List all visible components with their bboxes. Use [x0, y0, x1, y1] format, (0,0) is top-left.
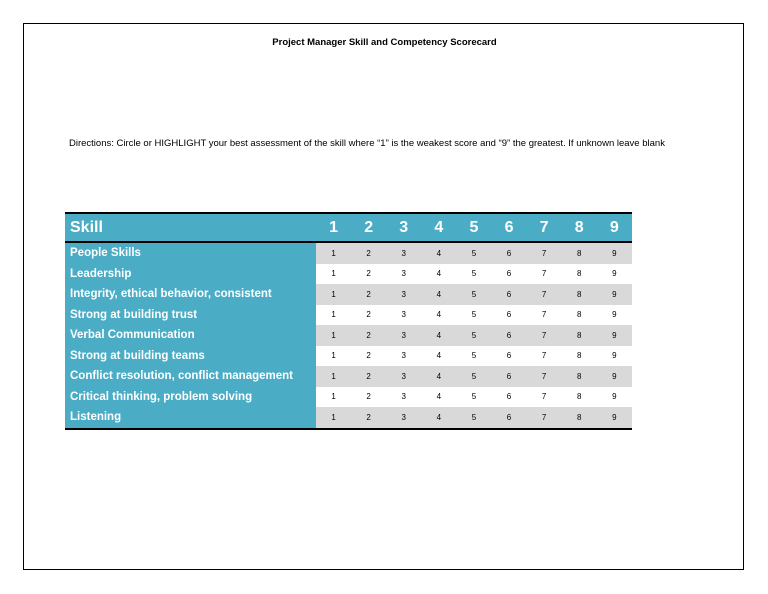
score-option-9[interactable]: 9 — [597, 366, 632, 387]
score-option-9[interactable]: 9 — [597, 387, 632, 408]
skill-label: Conflict resolution, conflict management — [65, 366, 316, 387]
score-option-7[interactable]: 7 — [527, 284, 562, 305]
score-option-4[interactable]: 4 — [421, 284, 456, 305]
score-option-9[interactable]: 9 — [597, 284, 632, 305]
score-option-5[interactable]: 5 — [456, 407, 491, 428]
score-option-5[interactable]: 5 — [456, 284, 491, 305]
score-option-1[interactable]: 1 — [316, 325, 351, 346]
score-option-1[interactable]: 1 — [316, 264, 351, 285]
score-option-7[interactable]: 7 — [527, 387, 562, 408]
score-option-2[interactable]: 2 — [351, 243, 386, 264]
score-option-5[interactable]: 5 — [456, 264, 491, 285]
score-option-7[interactable]: 7 — [527, 366, 562, 387]
score-option-1[interactable]: 1 — [316, 305, 351, 326]
score-option-1[interactable]: 1 — [316, 346, 351, 367]
header-score-2: 2 — [364, 218, 374, 236]
score-option-9[interactable]: 9 — [597, 346, 632, 367]
score-option-8[interactable]: 8 — [562, 346, 597, 367]
score-option-8[interactable]: 8 — [562, 305, 597, 326]
score-option-6[interactable]: 6 — [491, 264, 526, 285]
score-option-9[interactable]: 9 — [597, 407, 632, 428]
score-option-3[interactable]: 3 — [386, 243, 421, 264]
table-row — [65, 264, 632, 285]
score-option-7[interactable]: 7 — [527, 264, 562, 285]
directions-text: Directions: Circle or HIGHLIGHT your best assessment of the skill where “1” is the weakest score and “9” the greatest. If unknown leave blank — [69, 138, 665, 149]
header-score-3: 3 — [399, 218, 409, 236]
score-option-3[interactable]: 3 — [386, 407, 421, 428]
skill-label: Strong at building teams — [65, 346, 316, 367]
score-option-5[interactable]: 5 — [456, 387, 491, 408]
score-option-8[interactable]: 8 — [562, 284, 597, 305]
score-option-9[interactable]: 9 — [597, 264, 632, 285]
score-option-8[interactable]: 8 — [562, 325, 597, 346]
scorecard-table — [65, 212, 632, 430]
header-score-8: 8 — [574, 218, 584, 236]
score-option-2[interactable]: 2 — [351, 284, 386, 305]
skill-label: Integrity, ethical behavior, consistent — [65, 284, 316, 305]
skill-label: Strong at building trust — [65, 305, 316, 326]
score-option-6[interactable]: 6 — [491, 243, 526, 264]
score-option-2[interactable]: 2 — [351, 264, 386, 285]
score-option-2[interactable]: 2 — [351, 387, 386, 408]
header-score-1: 1 — [329, 218, 338, 236]
score-option-2[interactable]: 2 — [351, 346, 386, 367]
table-header-row — [65, 214, 632, 243]
score-option-9[interactable]: 9 — [597, 305, 632, 326]
score-option-1[interactable]: 1 — [316, 243, 351, 264]
score-option-3[interactable]: 3 — [386, 264, 421, 285]
skill-label: Verbal Communication — [65, 325, 316, 346]
score-option-3[interactable]: 3 — [386, 305, 421, 326]
score-option-3[interactable]: 3 — [386, 366, 421, 387]
score-option-5[interactable]: 5 — [456, 243, 491, 264]
score-option-1[interactable]: 1 — [316, 387, 351, 408]
score-option-4[interactable]: 4 — [421, 346, 456, 367]
score-option-6[interactable]: 6 — [491, 366, 526, 387]
skill-label: People Skills — [65, 243, 316, 264]
table-row — [65, 325, 632, 346]
document-page — [23, 23, 744, 570]
table-row — [65, 346, 632, 367]
score-option-5[interactable]: 5 — [456, 325, 491, 346]
table-row — [65, 305, 632, 326]
document-title: Project Manager Skill and Competency Scorecard — [272, 37, 497, 48]
score-option-6[interactable]: 6 — [491, 284, 526, 305]
score-option-8[interactable]: 8 — [562, 366, 597, 387]
score-option-8[interactable]: 8 — [562, 243, 597, 264]
header-score-7: 7 — [539, 218, 549, 236]
score-option-2[interactable]: 2 — [351, 407, 386, 428]
score-option-3[interactable]: 3 — [386, 346, 421, 367]
score-option-4[interactable]: 4 — [421, 387, 456, 408]
score-option-7[interactable]: 7 — [527, 325, 562, 346]
score-option-3[interactable]: 3 — [386, 325, 421, 346]
score-option-7[interactable]: 7 — [527, 243, 562, 264]
score-option-7[interactable]: 7 — [527, 407, 562, 428]
score-option-9[interactable]: 9 — [597, 325, 632, 346]
table-row — [65, 366, 632, 387]
skill-label: Critical thinking, problem solving — [65, 387, 316, 408]
score-option-4[interactable]: 4 — [421, 305, 456, 326]
header-score-5: 5 — [469, 218, 479, 236]
header-score-6: 6 — [504, 218, 514, 236]
score-option-4[interactable]: 4 — [421, 243, 456, 264]
score-option-6[interactable]: 6 — [491, 387, 526, 408]
score-option-7[interactable]: 7 — [527, 305, 562, 326]
score-option-1[interactable]: 1 — [316, 366, 351, 387]
score-option-7[interactable]: 7 — [527, 346, 562, 367]
table-row — [65, 243, 632, 264]
score-option-3[interactable]: 3 — [386, 284, 421, 305]
header-score-4: 4 — [434, 218, 444, 236]
score-option-4[interactable]: 4 — [421, 366, 456, 387]
table-row — [65, 387, 632, 408]
score-option-1[interactable]: 1 — [316, 284, 351, 305]
score-option-3[interactable]: 3 — [386, 387, 421, 408]
score-option-4[interactable]: 4 — [421, 325, 456, 346]
header-skill: Skill — [65, 214, 316, 241]
score-option-1[interactable]: 1 — [316, 407, 351, 428]
score-option-8[interactable]: 8 — [562, 264, 597, 285]
score-option-5[interactable]: 5 — [456, 346, 491, 367]
score-option-8[interactable]: 8 — [562, 387, 597, 408]
skill-label: Leadership — [65, 264, 316, 285]
score-option-5[interactable]: 5 — [456, 366, 491, 387]
header-score-9: 9 — [609, 218, 619, 236]
score-option-8[interactable]: 8 — [562, 407, 597, 428]
score-option-5[interactable]: 5 — [456, 305, 491, 326]
score-option-6[interactable]: 6 — [491, 407, 526, 428]
table-row — [65, 407, 632, 428]
score-option-6[interactable]: 6 — [491, 325, 526, 346]
score-option-2[interactable]: 2 — [351, 366, 386, 387]
score-option-9[interactable]: 9 — [597, 243, 632, 264]
score-option-2[interactable]: 2 — [351, 325, 386, 346]
score-option-4[interactable]: 4 — [421, 264, 456, 285]
skill-label: Listening — [65, 407, 316, 428]
score-option-4[interactable]: 4 — [421, 407, 456, 428]
score-option-6[interactable]: 6 — [491, 346, 526, 367]
table-row — [65, 284, 632, 305]
score-option-2[interactable]: 2 — [351, 305, 386, 326]
score-option-6[interactable]: 6 — [491, 305, 526, 326]
